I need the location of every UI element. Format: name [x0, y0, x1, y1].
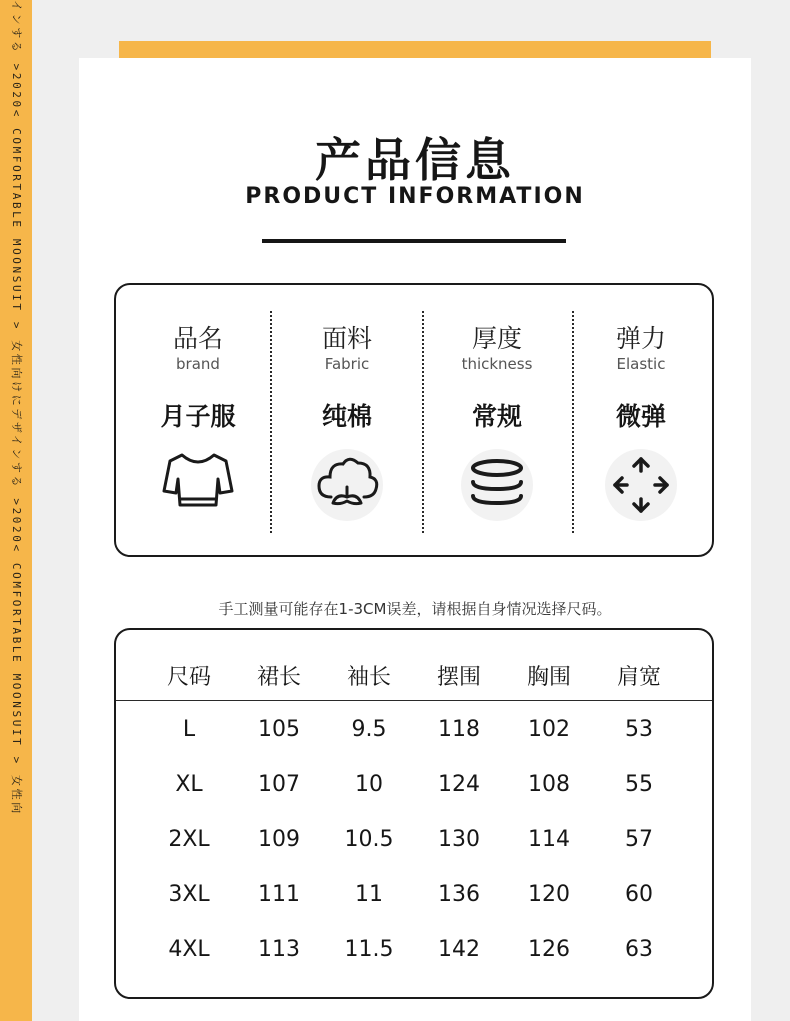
table-cell: 126 — [528, 937, 570, 962]
page-subtitle: PRODUCT INFORMATION — [245, 184, 585, 209]
table-cell: 142 — [438, 937, 480, 962]
table-cell: XL — [175, 772, 203, 797]
table-cell: 114 — [528, 827, 570, 852]
info-box — [114, 283, 714, 557]
measurement-note: 手工测量可能存在1-3CM误差，请根据自身情况选择尺码。 — [218, 600, 612, 618]
info-label-cn: 品名 — [172, 324, 223, 353]
table-cell: 130 — [438, 827, 480, 852]
table-cell: 113 — [258, 937, 300, 962]
table-cell: 9.5 — [351, 717, 387, 742]
info-label-en: Fabric — [324, 355, 370, 373]
info-label-en: thickness — [461, 355, 533, 373]
title-underline — [262, 239, 566, 243]
table-cell: 11 — [355, 882, 383, 907]
info-item-fabric — [272, 285, 422, 555]
table-cell: 109 — [258, 827, 300, 852]
info-label-cn: 面料 — [321, 324, 372, 353]
side-strip-text: インする >2020< COMFORTABLE MOONSUIT > 女性向けにデザインする >2020< COMFORTABLE MOONSUIT > 女性向 — [10, 0, 23, 816]
table-cell: 111 — [258, 882, 300, 907]
info-value: 月子服 — [160, 402, 236, 431]
table-cell: 60 — [625, 882, 653, 907]
table-header-cell: 袖长 — [346, 665, 391, 690]
table-cell: 124 — [438, 772, 480, 797]
table-cell: 57 — [625, 827, 653, 852]
info-label-en: Elastic — [616, 355, 666, 373]
table-cell: 4XL — [168, 937, 210, 962]
stretch-arrows-icon — [603, 447, 679, 523]
table-cell: 105 — [258, 717, 300, 742]
layers-icon — [459, 447, 535, 523]
info-label-en: brand — [176, 355, 220, 373]
table-header-cell: 尺码 — [166, 665, 211, 690]
size-table — [114, 628, 714, 999]
table-header-divider — [116, 700, 712, 701]
table-header-cell: 摆围 — [436, 665, 481, 690]
info-label-cn: 厚度 — [471, 324, 522, 353]
table-cell: 108 — [528, 772, 570, 797]
table-cell: 53 — [625, 717, 653, 742]
page-title: 产品信息 — [315, 133, 515, 187]
table-cell: 55 — [625, 772, 653, 797]
side-strip — [0, 0, 32, 1021]
info-value: 常规 — [471, 402, 522, 431]
product-card — [79, 58, 751, 1021]
cotton-icon — [309, 447, 385, 523]
table-cell: 11.5 — [344, 937, 394, 962]
table-cell: 107 — [258, 772, 300, 797]
table-cell: 2XL — [168, 827, 210, 852]
table-header-cell: 裙长 — [256, 665, 301, 690]
table-header-cell: 肩宽 — [616, 665, 661, 690]
table-cell: 10.5 — [344, 827, 394, 852]
table-cell: 102 — [528, 717, 570, 742]
info-item-thickness — [422, 285, 572, 555]
table-cell: 3XL — [168, 882, 210, 907]
table-cell: L — [182, 717, 196, 742]
table-cell: 118 — [438, 717, 480, 742]
info-label-cn: 弹力 — [615, 324, 666, 353]
table-cell: 120 — [528, 882, 570, 907]
info-item-elastic — [566, 285, 716, 555]
table-cell: 63 — [625, 937, 653, 962]
tshirt-icon — [160, 447, 236, 523]
table-cell: 10 — [355, 772, 383, 797]
info-value: 纯棉 — [321, 402, 372, 431]
info-item-brand — [123, 285, 273, 555]
table-header-cell: 胸围 — [526, 665, 571, 690]
info-value: 微弹 — [615, 402, 666, 431]
table-cell: 136 — [438, 882, 480, 907]
